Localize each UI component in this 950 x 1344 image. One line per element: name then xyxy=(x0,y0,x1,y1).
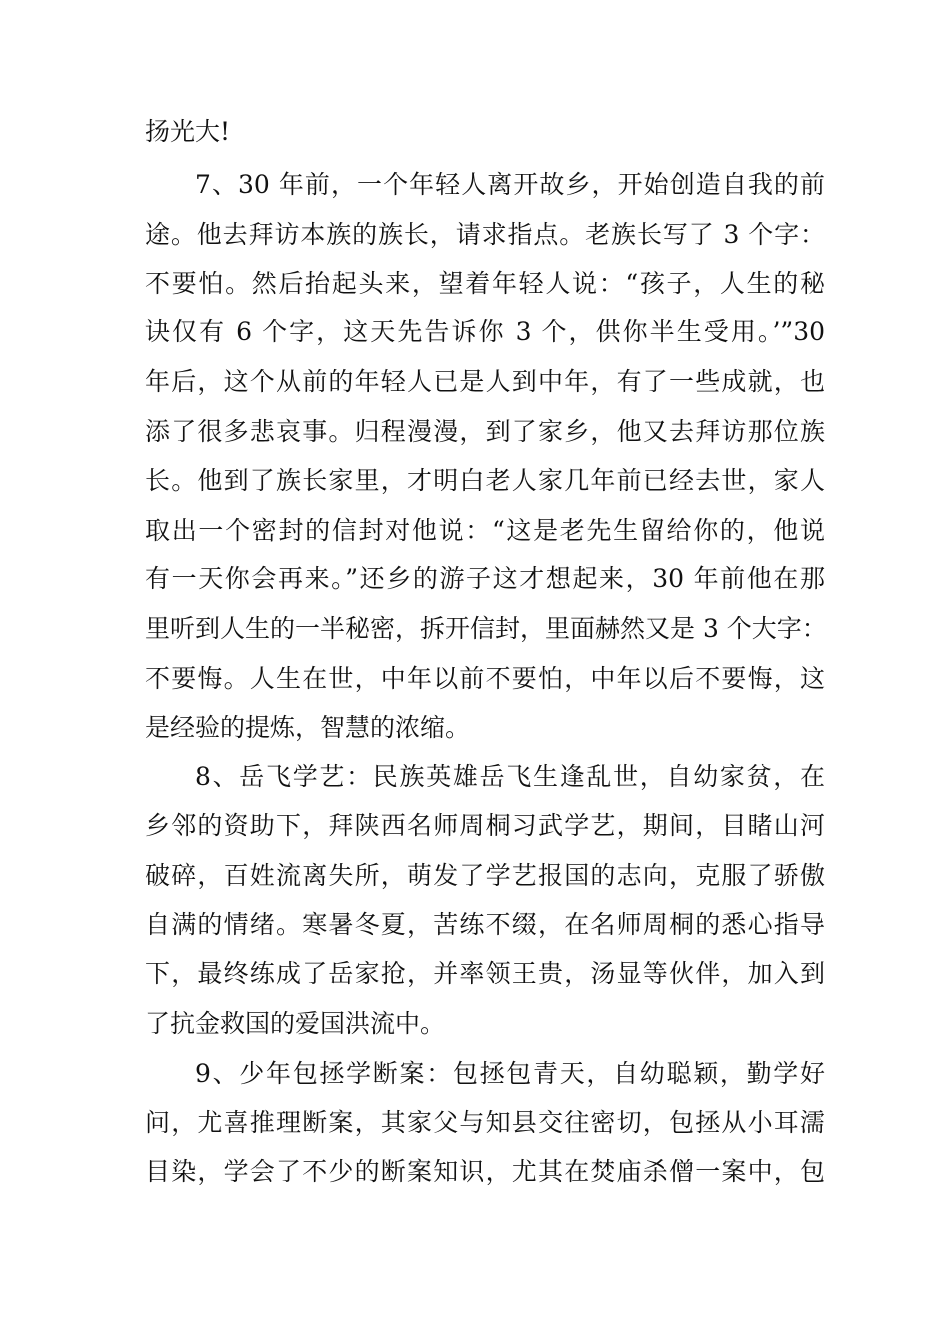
paragraph-7-start: 7、30 年前，一个年轻人离开故乡，开始创造自我的前 xyxy=(195,170,825,199)
paragraph-8-start: 8、岳飞学艺：民族英雄岳飞生逢乱世，自幼家贫，在 xyxy=(195,762,825,791)
text-line: 问，尤喜推理断案，其家父与知县交往密切，包拯从小耳濡 xyxy=(145,1108,825,1137)
text-line: 取出一个密封的信封对他说：“这是老先生留给你的，他说 xyxy=(145,516,825,545)
text-line: 里听到人生的一半秘密，拆开信封，里面赫然又是 3 个大字： xyxy=(145,614,827,643)
text-line: 添了很多悲哀事。归程漫漫，到了家乡，他又去拜访那位族 xyxy=(145,417,825,446)
paragraph-9-start: 9、少年包拯学断案：包拯包青天，自幼聪颖，勤学好 xyxy=(195,1059,825,1088)
text-line: 自满的情绪。寒暑冬夏，苦练不缀，在名师周桐的悉心指导 xyxy=(145,910,825,939)
text-line: 诀仅有 6 个字，这天先告诉你 3 个，供你半生受用。’”30 xyxy=(145,317,825,346)
text-line: 年后，这个从前的年轻人已是人到中年，有了一些成就，也 xyxy=(145,367,825,396)
text-line: 是经验的提炼，智慧的浓缩。 xyxy=(145,713,471,742)
text-line: 目染，学会了不少的断案知识，尤其在焚庙杀僧一案中，包 xyxy=(145,1157,825,1186)
text-line: 下，最终练成了岳家抢，并率领王贵，汤显等伙伴，加入到 xyxy=(145,959,825,988)
text-line: 乡邻的资助下，拜陕西名师周桐习武学艺，期间，目睹山河 xyxy=(145,811,825,840)
text-line: 不要悔。人生在世，中年以前不要怕，中年以后不要悔，这 xyxy=(145,664,825,693)
text-line: 不要怕。然后抬起头来，望着年轻人说：“孩子，人生的秘 xyxy=(145,269,825,298)
text-line: 长。他到了族长家里，才明白老人家几年前已经去世，家人 xyxy=(145,466,825,495)
text-line: 了抗金救国的爱国洪流中。 xyxy=(145,1009,446,1038)
text-line: 扬光大! xyxy=(145,117,231,146)
text-line: 破碎，百姓流离失所，萌发了学艺报国的志向，克服了骄傲 xyxy=(145,861,825,890)
text-line: 有一天你会再来。”还乡的游子这才想起来，30 年前他在那 xyxy=(145,564,825,593)
text-line: 途。他去拜访本族的族长，请求指点。老族长写了 3 个字： xyxy=(145,220,825,249)
